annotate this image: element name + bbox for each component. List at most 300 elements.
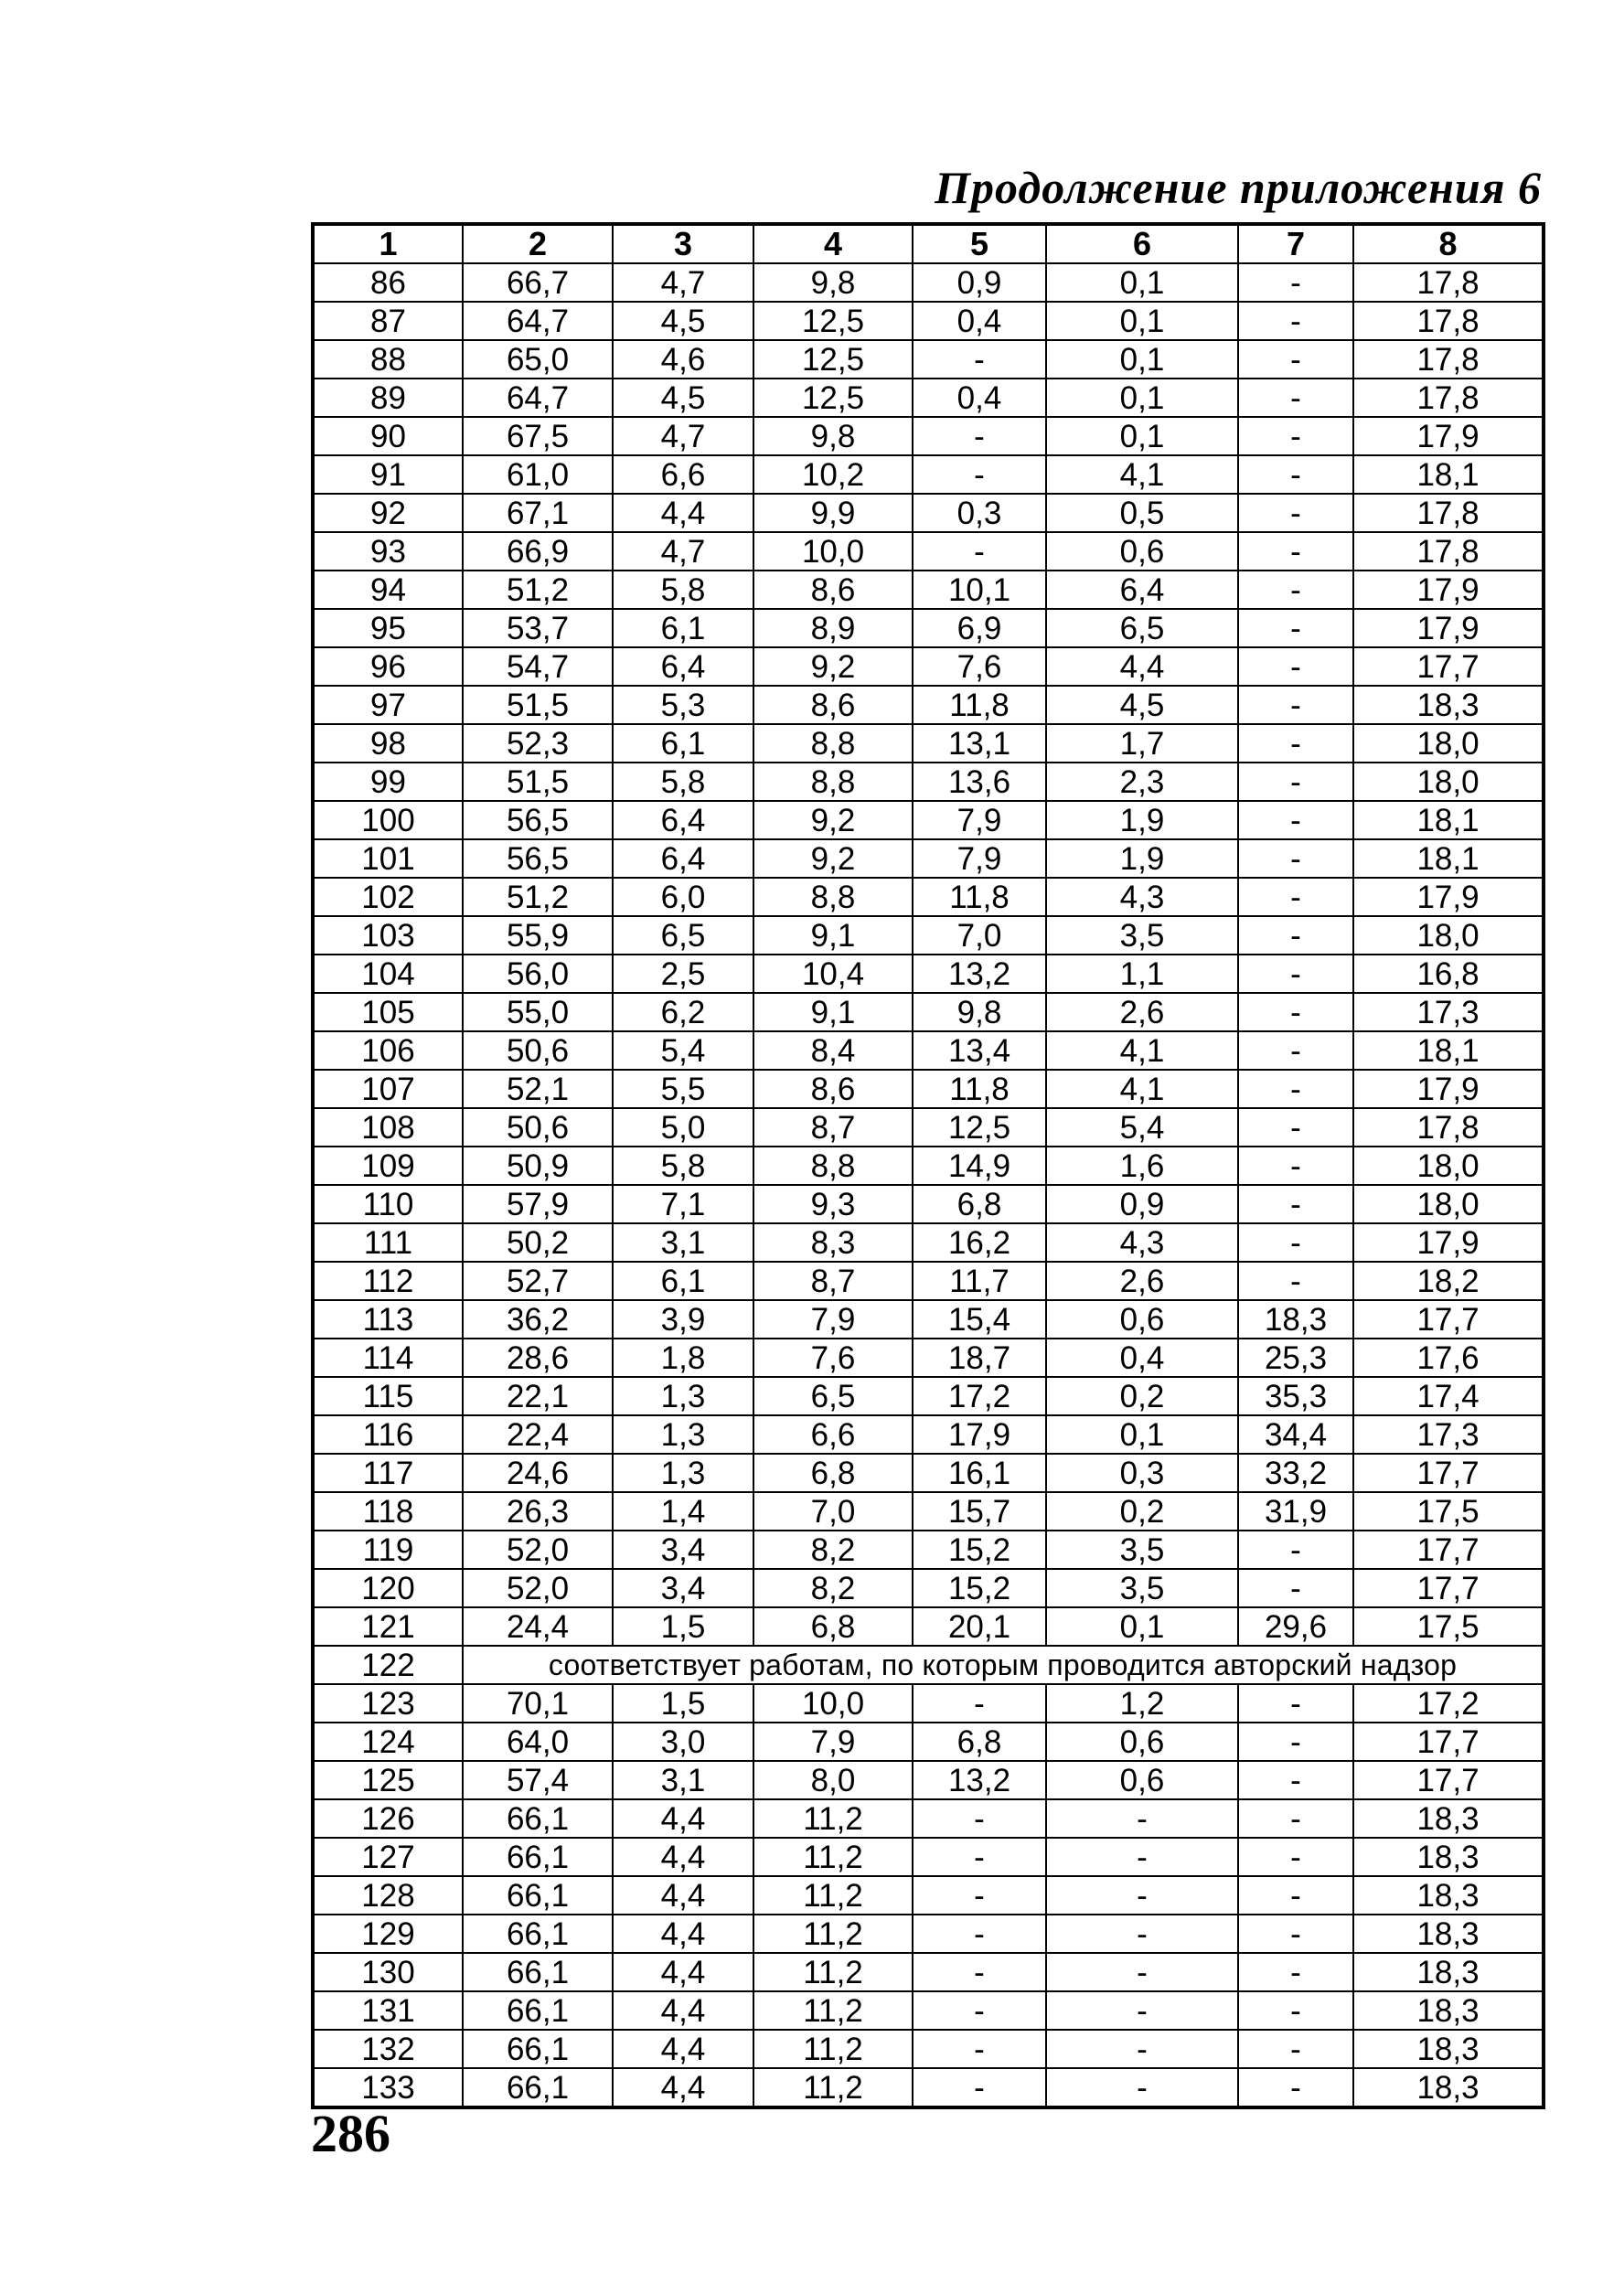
table-cell: -	[1238, 455, 1353, 494]
table-cell: 4,3	[1046, 878, 1238, 916]
table-cell: -	[913, 1684, 1046, 1723]
table-cell: 116	[313, 1415, 463, 1454]
table-cell: 4,1	[1046, 1031, 1238, 1070]
table-cell: 50,6	[463, 1031, 613, 1070]
table-row	[313, 647, 1544, 686]
table-cell: 127	[313, 1838, 463, 1876]
table-cell: 14,9	[913, 1147, 1046, 1185]
table-cell: 98	[313, 724, 463, 763]
table-cell: 129	[313, 1915, 463, 1953]
table-cell: 8,0	[753, 1761, 913, 1799]
table-cell: 4,5	[613, 379, 753, 417]
table-cell: -	[1238, 724, 1353, 763]
table-cell: -	[1238, 993, 1353, 1031]
table-cell: -	[1238, 1915, 1353, 1953]
table-cell: 66,1	[463, 1991, 613, 2030]
table-cell: 4,4	[613, 494, 753, 532]
table-cell: 35,3	[1238, 1377, 1353, 1415]
table-cell: 94	[313, 571, 463, 609]
table-cell: 67,1	[463, 494, 613, 532]
table-cell: 17,7	[1353, 1454, 1544, 1492]
table-cell: 6,5	[1046, 609, 1238, 647]
table-cell: 66,1	[463, 1915, 613, 1953]
table-cell: 4,7	[613, 532, 753, 571]
column-header-8: 8	[1353, 224, 1544, 263]
table-cell: 103	[313, 916, 463, 955]
table-cell: 18,1	[1353, 801, 1544, 839]
table-cell: 6,8	[913, 1723, 1046, 1761]
table-cell: 0,3	[1046, 1454, 1238, 1492]
table-row	[313, 1684, 1544, 1723]
table-cell: -	[1238, 263, 1353, 302]
column-header-5: 5	[913, 224, 1046, 263]
table-cell: 11,2	[753, 1953, 913, 1991]
table-cell: 8,3	[753, 1223, 913, 1262]
table-row	[313, 1569, 1544, 1607]
table-cell: 3,5	[1046, 916, 1238, 955]
table-cell: 17,9	[913, 1415, 1046, 1454]
table-cell: -	[1238, 2030, 1353, 2068]
table-cell: 17,8	[1353, 532, 1544, 571]
column-header-7: 7	[1238, 224, 1353, 263]
table-cell: 3,4	[613, 1531, 753, 1569]
table-row	[313, 1723, 1544, 1761]
table-row	[313, 878, 1544, 916]
table-cell: 55,0	[463, 993, 613, 1031]
table-cell: 0,2	[1046, 1492, 1238, 1531]
table-cell: 11,8	[913, 1070, 1046, 1108]
table-cell: 4,4	[613, 1838, 753, 1876]
table-cell: 5,3	[613, 686, 753, 724]
table-cell: 18,7	[913, 1339, 1046, 1377]
table-cell: -	[913, 1991, 1046, 2030]
table-cell: 51,2	[463, 878, 613, 916]
table-cell: 11,2	[753, 2068, 913, 2107]
table-cell: 4,4	[613, 2068, 753, 2107]
table-cell: 9,8	[753, 417, 913, 455]
table-cell: 122	[313, 1646, 463, 1684]
table-cell: 97	[313, 686, 463, 724]
table-cell: 17,9	[1353, 571, 1544, 609]
table-cell: 17,9	[1353, 1223, 1544, 1262]
table-cell: -	[1238, 379, 1353, 417]
table-cell: -	[1238, 1262, 1353, 1300]
table-cell: 4,4	[1046, 647, 1238, 686]
table-cell: 31,9	[1238, 1492, 1353, 1531]
table-row	[313, 801, 1544, 839]
table-cell: 10,4	[753, 955, 913, 993]
table-cell: 0,1	[1046, 379, 1238, 417]
table-cell: 9,2	[753, 647, 913, 686]
table-cell: 5,4	[1046, 1108, 1238, 1147]
table-cell: 17,8	[1353, 379, 1544, 417]
table-cell: 7,0	[753, 1492, 913, 1531]
table-cell: 101	[313, 839, 463, 878]
table-cell: 17,7	[1353, 647, 1544, 686]
table-cell: 18,3	[1238, 1300, 1353, 1339]
table-cell: 6,2	[613, 993, 753, 1031]
table-cell: 6,8	[753, 1454, 913, 1492]
table-cell: 3,0	[613, 1723, 753, 1761]
table-row	[313, 1799, 1544, 1838]
table-cell: 6,1	[613, 609, 753, 647]
table-cell: 64,7	[463, 302, 613, 340]
table-cell: 55,9	[463, 916, 613, 955]
table-cell: -	[1238, 1723, 1353, 1761]
table-cell: 86	[313, 263, 463, 302]
table-cell: 2,5	[613, 955, 753, 993]
table-cell: 18,1	[1353, 455, 1544, 494]
table-cell: 124	[313, 1723, 463, 1761]
table-cell: 131	[313, 1991, 463, 2030]
table-cell: 4,3	[1046, 1223, 1238, 1262]
table-cell: 13,2	[913, 1761, 1046, 1799]
table-cell: 6,1	[613, 1262, 753, 1300]
table-cell: -	[1238, 2068, 1353, 2107]
table-cell: 18,0	[1353, 763, 1544, 801]
table-cell: 0,6	[1046, 1723, 1238, 1761]
table-cell: 8,7	[753, 1108, 913, 1147]
table-cell: 110	[313, 1185, 463, 1223]
table-cell: 4,5	[613, 302, 753, 340]
table-cell: -	[1238, 878, 1353, 916]
table-cell: 13,2	[913, 955, 1046, 993]
table-cell: 9,1	[753, 916, 913, 955]
table-cell: 2,6	[1046, 1262, 1238, 1300]
table-cell: 12,5	[753, 340, 913, 379]
table-cell: 51,5	[463, 763, 613, 801]
table-cell: 9,2	[753, 839, 913, 878]
table-cell: 15,2	[913, 1531, 1046, 1569]
table-cell: 133	[313, 2068, 463, 2107]
table-cell: 6,5	[613, 916, 753, 955]
table-row	[313, 1300, 1544, 1339]
table-cell: -	[1046, 2068, 1238, 2107]
table-cell: 10,2	[753, 455, 913, 494]
table-cell: 102	[313, 878, 463, 916]
table-row	[313, 1147, 1544, 1185]
table-row	[313, 494, 1544, 532]
table-row	[313, 1991, 1544, 2030]
table-cell: 18,1	[1353, 1031, 1544, 1070]
table-cell: 66,1	[463, 1799, 613, 1838]
table-cell: 3,5	[1046, 1531, 1238, 1569]
table-cell: 6,0	[613, 878, 753, 916]
table-cell: 0,3	[913, 494, 1046, 532]
table-cell: 1,3	[613, 1454, 753, 1492]
table-cell: 3,1	[613, 1761, 753, 1799]
table-cell: 9,1	[753, 993, 913, 1031]
table-cell: 9,3	[753, 1185, 913, 1223]
column-header-6: 6	[1046, 224, 1238, 263]
table-cell: 66,1	[463, 1838, 613, 1876]
table-cell: 66,1	[463, 1953, 613, 1991]
table-cell: 6,6	[753, 1415, 913, 1454]
table-cell: 29,6	[1238, 1607, 1353, 1646]
table-cell: 117	[313, 1454, 463, 1492]
table-cell: 1,9	[1046, 839, 1238, 878]
table-cell: 2,6	[1046, 993, 1238, 1031]
table-cell: 51,2	[463, 571, 613, 609]
table-cell: 105	[313, 993, 463, 1031]
table-cell: 18,3	[1353, 1876, 1544, 1915]
table-row	[313, 1953, 1544, 1991]
column-header-2: 2	[463, 224, 613, 263]
table-cell: 22,1	[463, 1377, 613, 1415]
table-cell: 4,4	[613, 1915, 753, 1953]
table-cell: 1,3	[613, 1415, 753, 1454]
table-cell: 18,2	[1353, 1262, 1544, 1300]
table-cell: 17,8	[1353, 494, 1544, 532]
table-cell: -	[1238, 1799, 1353, 1838]
table-cell: -	[1238, 1953, 1353, 1991]
table-cell: 57,9	[463, 1185, 613, 1223]
table-cell: 18,3	[1353, 2030, 1544, 2068]
table-cell: 66,1	[463, 1876, 613, 1915]
table-cell: 50,6	[463, 1108, 613, 1147]
table-cell: 130	[313, 1953, 463, 1991]
table-cell: 87	[313, 302, 463, 340]
table-cell: -	[913, 532, 1046, 571]
table-cell: 15,7	[913, 1492, 1046, 1531]
table-row	[313, 1223, 1544, 1262]
table-cell: 7,9	[913, 839, 1046, 878]
table-cell: 4,4	[613, 1991, 753, 2030]
table-cell: 10,0	[753, 532, 913, 571]
table-cell: 6,4	[613, 647, 753, 686]
table-row	[313, 455, 1544, 494]
column-header-1: 1	[313, 224, 463, 263]
table-cell: -	[1238, 494, 1353, 532]
table-body	[313, 263, 1544, 2107]
table-cell: -	[1238, 1147, 1353, 1185]
table-cell: 8,9	[753, 609, 913, 647]
table-row	[313, 263, 1544, 302]
table-cell: 106	[313, 1031, 463, 1070]
table-row	[313, 1607, 1544, 1646]
table-row	[313, 379, 1544, 417]
table-row	[313, 1531, 1544, 1569]
table-cell: 8,8	[753, 724, 913, 763]
table-cell: 0,6	[1046, 1761, 1238, 1799]
table-cell: 132	[313, 2030, 463, 2068]
table-cell: 7,9	[753, 1723, 913, 1761]
table-cell: 128	[313, 1876, 463, 1915]
table-cell: 7,6	[753, 1339, 913, 1377]
table-cell: 0,9	[913, 263, 1046, 302]
table-cell: 2,3	[1046, 763, 1238, 801]
table-row	[313, 571, 1544, 609]
table-row	[313, 2030, 1544, 2068]
table-cell: 4,7	[613, 417, 753, 455]
table-cell: 25,3	[1238, 1339, 1353, 1377]
table-cell: 66,1	[463, 2030, 613, 2068]
table-cell: 13,1	[913, 724, 1046, 763]
table-cell: 121	[313, 1607, 463, 1646]
table-cell: 13,4	[913, 1031, 1046, 1070]
table-cell: 1,1	[1046, 955, 1238, 993]
table-cell: 125	[313, 1761, 463, 1799]
table-row	[313, 839, 1544, 878]
table-row	[313, 1646, 1544, 1684]
table-cell: 18,3	[1353, 1838, 1544, 1876]
table-cell: 5,5	[613, 1070, 753, 1108]
table-cell: 18,0	[1353, 1147, 1544, 1185]
table-cell: 9,8	[913, 993, 1046, 1031]
table-cell: -	[1046, 1838, 1238, 1876]
table-cell: 0,4	[913, 379, 1046, 417]
table-cell: 5,8	[613, 571, 753, 609]
table-row	[313, 993, 1544, 1031]
table-cell: 109	[313, 1147, 463, 1185]
table-cell: -	[1238, 1070, 1353, 1108]
table-cell: 99	[313, 763, 463, 801]
table-row	[313, 1339, 1544, 1377]
table-cell: 17,3	[1353, 993, 1544, 1031]
table-cell: 53,7	[463, 609, 613, 647]
table-cell: 1,9	[1046, 801, 1238, 839]
table-cell: 1,3	[613, 1377, 753, 1415]
table-cell: 104	[313, 955, 463, 993]
table-cell: 17,7	[1353, 1761, 1544, 1799]
table-cell: -	[913, 417, 1046, 455]
table-cell: 18,0	[1353, 1185, 1544, 1223]
table-cell: 8,8	[753, 878, 913, 916]
table-cell: 9,2	[753, 801, 913, 839]
table-cell: 1,4	[613, 1492, 753, 1531]
table-cell: 8,2	[753, 1531, 913, 1569]
table-cell: 11,2	[753, 1991, 913, 2030]
table-cell: 4,4	[613, 1953, 753, 1991]
table-cell: 66,9	[463, 532, 613, 571]
table-cell: 11,2	[753, 1838, 913, 1876]
table-row	[313, 724, 1544, 763]
table-cell: 17,7	[1353, 1300, 1544, 1339]
table-cell: 34,4	[1238, 1415, 1353, 1454]
table-cell: 17,3	[1353, 1415, 1544, 1454]
table-row	[313, 1415, 1544, 1454]
table-cell: 7,6	[913, 647, 1046, 686]
table-cell: 4,4	[613, 2030, 753, 2068]
table-cell: 115	[313, 1377, 463, 1415]
table-cell: 16,8	[1353, 955, 1544, 993]
table-cell: 11,7	[913, 1262, 1046, 1300]
table-cell: 6,5	[753, 1377, 913, 1415]
table-cell: -	[1238, 532, 1353, 571]
table-cell: 18,0	[1353, 916, 1544, 955]
table-cell: 52,7	[463, 1262, 613, 1300]
table-cell: 5,0	[613, 1108, 753, 1147]
table-cell: -	[1238, 1223, 1353, 1262]
table-cell: 17,8	[1353, 1108, 1544, 1147]
table-cell: 51,5	[463, 686, 613, 724]
table-cell: 0,1	[1046, 263, 1238, 302]
table-cell: 17,8	[1353, 340, 1544, 379]
table-cell: 89	[313, 379, 463, 417]
table-cell: 66,7	[463, 263, 613, 302]
table-row	[313, 1454, 1544, 1492]
table-cell: 11,8	[913, 686, 1046, 724]
table-row	[313, 1108, 1544, 1147]
table-cell: -	[1238, 1531, 1353, 1569]
data-table-container	[311, 222, 1542, 2106]
table-cell: 3,1	[613, 1223, 753, 1262]
table-cell: 13,6	[913, 763, 1046, 801]
table-cell: 6,9	[913, 609, 1046, 647]
table-cell: 111	[313, 1223, 463, 1262]
table-cell: -	[913, 1838, 1046, 1876]
table-cell: 11,2	[753, 2030, 913, 2068]
table-cell: 9,9	[753, 494, 913, 532]
table-row	[313, 2068, 1544, 2107]
table-note-cell: соответствует работам, по которым проводится авторский надзор	[463, 1646, 1544, 1684]
table-cell: 17,7	[1353, 1723, 1544, 1761]
table-cell: 17,8	[1353, 263, 1544, 302]
page-caption: Продолжение приложения 6	[935, 162, 1542, 213]
table-cell: 16,1	[913, 1454, 1046, 1492]
header-row	[313, 224, 1544, 263]
table-cell: -	[1238, 571, 1353, 609]
table-cell: 17,9	[1353, 417, 1544, 455]
table-cell: 11,2	[753, 1915, 913, 1953]
table-cell: 64,7	[463, 379, 613, 417]
table-cell: -	[1238, 1838, 1353, 1876]
table-cell: 3,9	[613, 1300, 753, 1339]
table-cell: 52,0	[463, 1531, 613, 1569]
table-cell: 4,1	[1046, 1070, 1238, 1108]
table-row	[313, 532, 1544, 571]
table-cell: 52,3	[463, 724, 613, 763]
table-cell: 0,1	[1046, 302, 1238, 340]
table-cell: 6,6	[613, 455, 753, 494]
table-cell: 61,0	[463, 455, 613, 494]
table-row	[313, 1070, 1544, 1108]
table-row	[313, 955, 1544, 993]
column-header-4: 4	[753, 224, 913, 263]
table-cell: 119	[313, 1531, 463, 1569]
table-cell: 56,5	[463, 801, 613, 839]
table-cell: -	[1238, 1108, 1353, 1147]
table-cell: 8,8	[753, 763, 913, 801]
table-cell: -	[1238, 417, 1353, 455]
table-cell: 52,1	[463, 1070, 613, 1108]
table-cell: 123	[313, 1684, 463, 1723]
table-cell: 6,4	[613, 839, 753, 878]
table-cell: 96	[313, 647, 463, 686]
table-cell: -	[1238, 1991, 1353, 2030]
table-cell: 0,2	[1046, 1377, 1238, 1415]
table-row	[313, 916, 1544, 955]
table-cell: 12,5	[753, 302, 913, 340]
table-cell: 26,3	[463, 1492, 613, 1531]
table-cell: -	[1238, 1031, 1353, 1070]
table-cell: 3,5	[1046, 1569, 1238, 1607]
table-cell: 4,1	[1046, 455, 1238, 494]
table-cell: -	[913, 1915, 1046, 1953]
table-cell: 17,4	[1353, 1377, 1544, 1415]
table-cell: 17,2	[913, 1377, 1046, 1415]
table-cell: 67,5	[463, 417, 613, 455]
table-cell: -	[1238, 609, 1353, 647]
table-cell: 10,0	[753, 1684, 913, 1723]
table-cell: -	[1238, 340, 1353, 379]
table-cell: -	[1238, 647, 1353, 686]
table-cell: 95	[313, 609, 463, 647]
table-cell: 4,4	[613, 1876, 753, 1915]
table-cell: 5,4	[613, 1031, 753, 1070]
table-cell: 1,8	[613, 1339, 753, 1377]
table-cell: -	[1238, 1185, 1353, 1223]
